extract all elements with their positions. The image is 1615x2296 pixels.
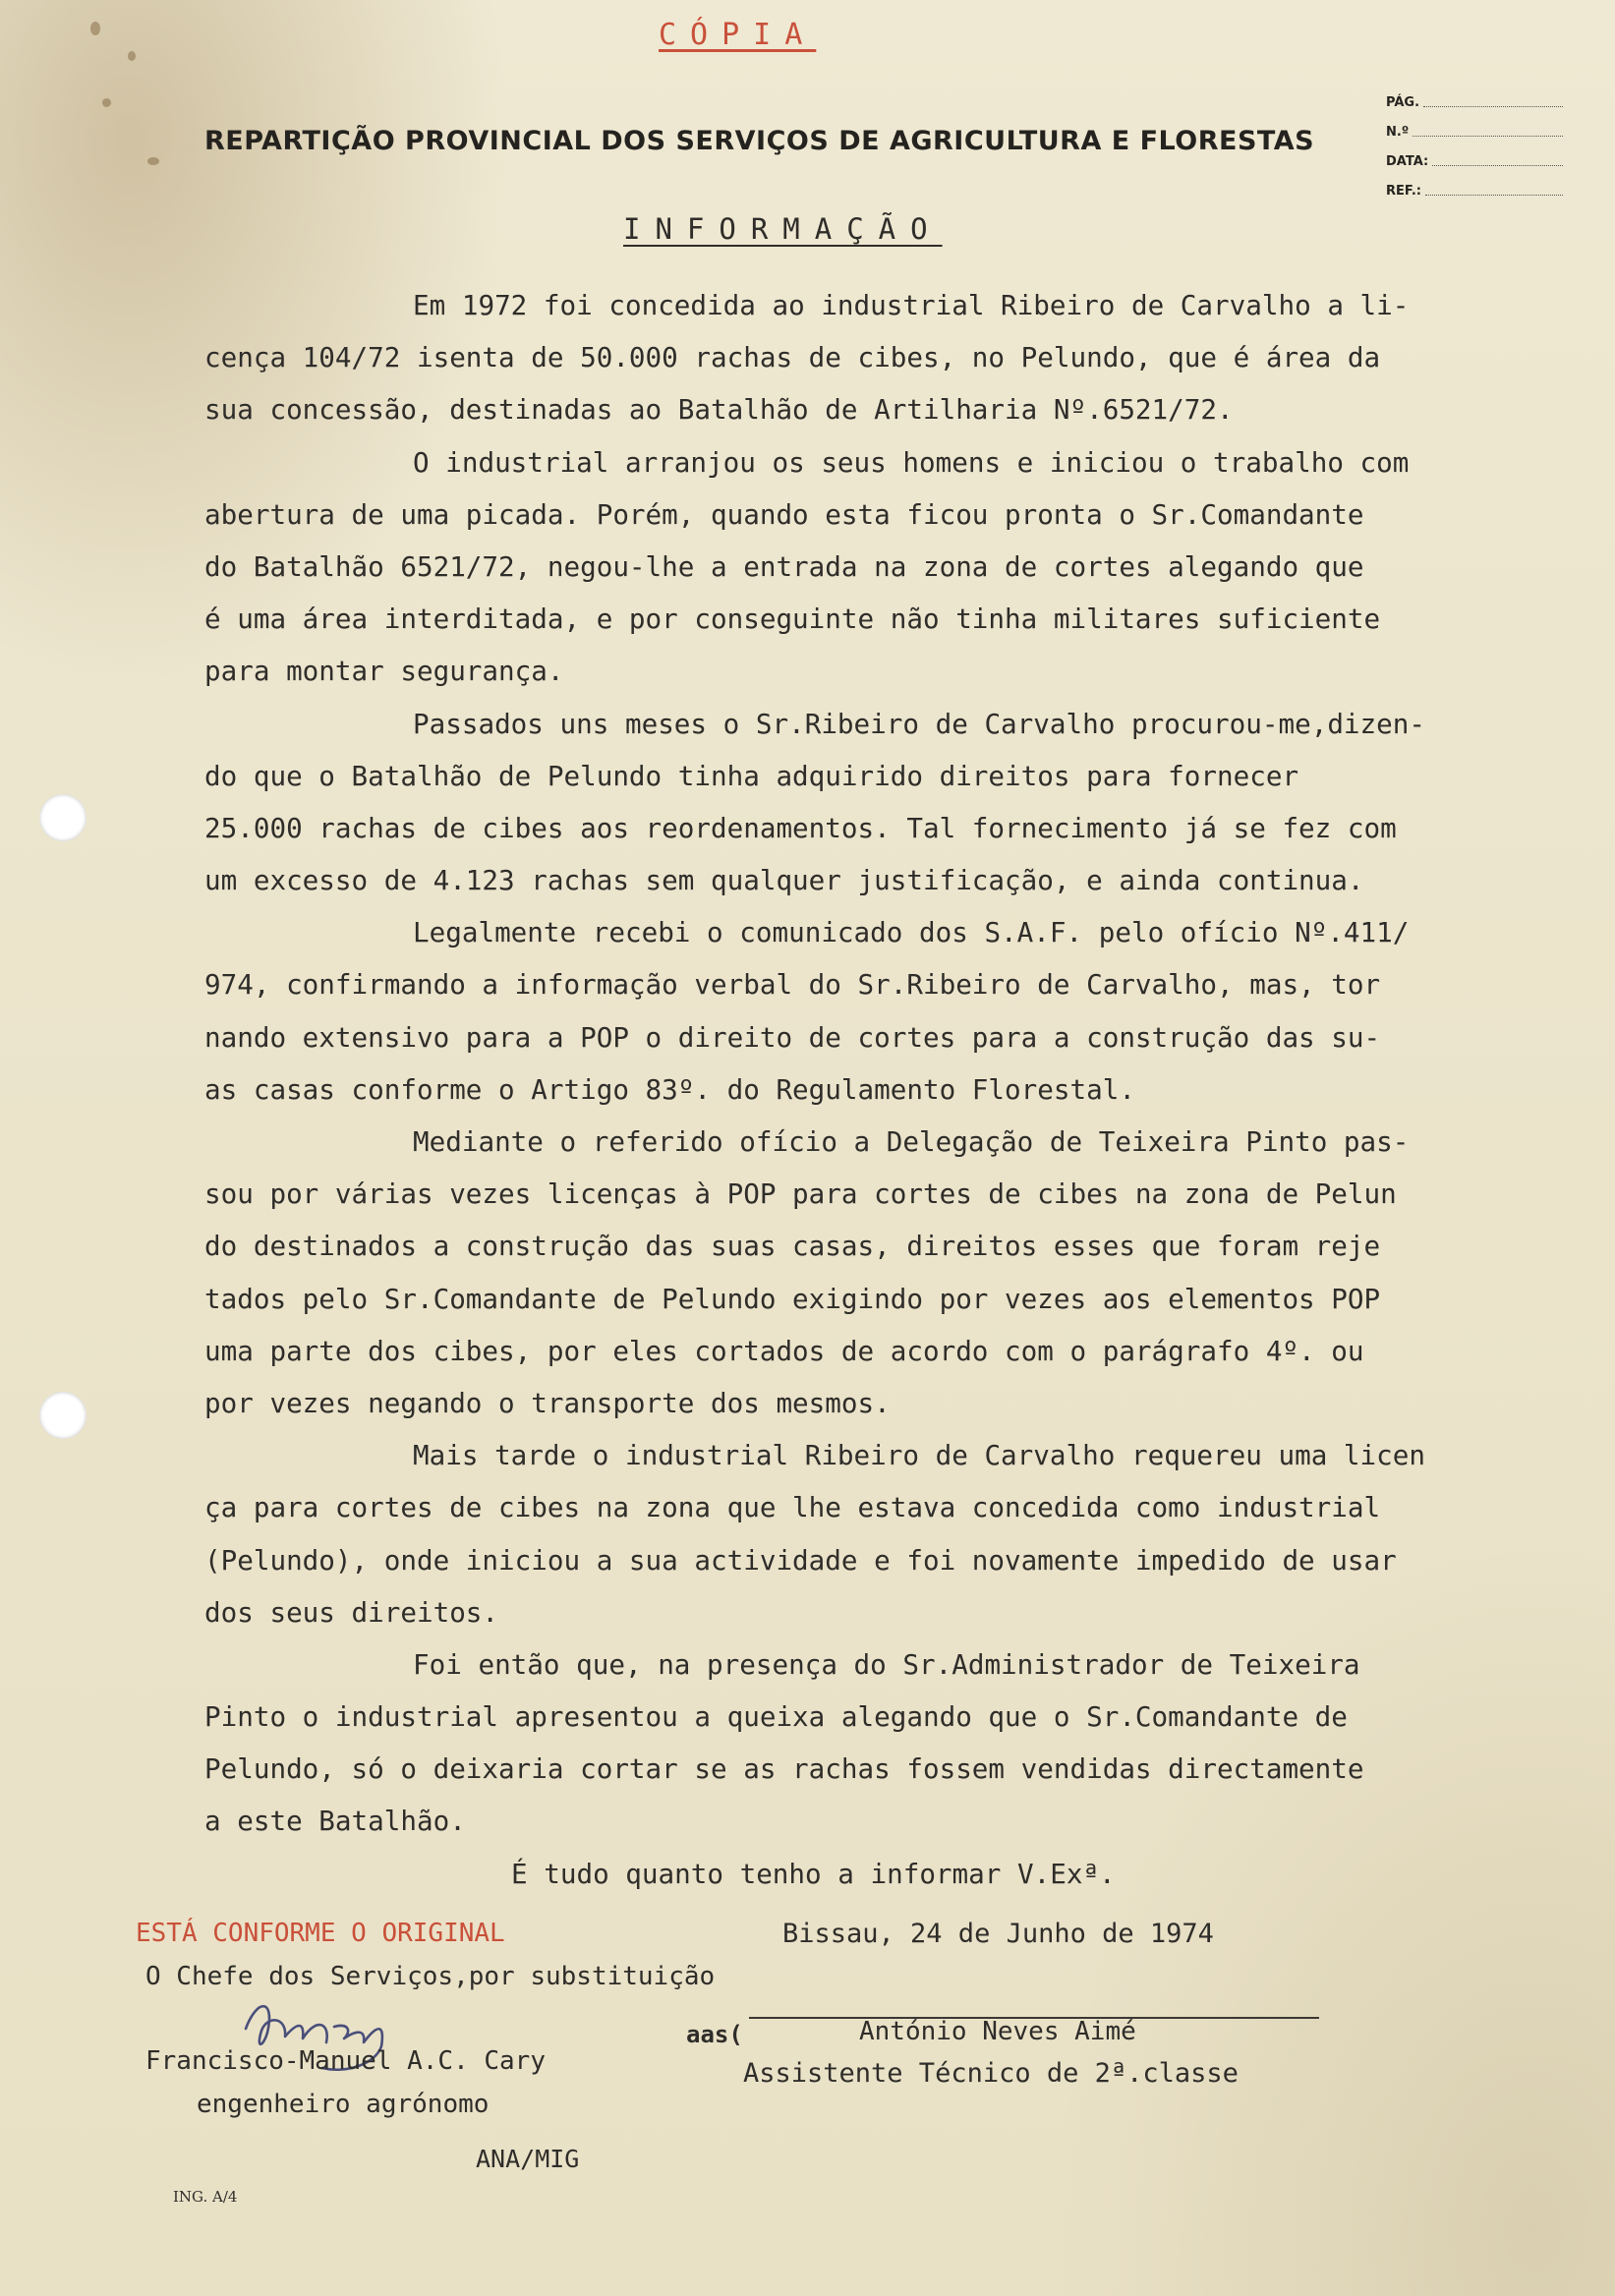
body-line: cença 104/72 isenta de 50.000 rachas de cibes, no Pelundo, que é área da [204,341,1381,374]
ref-dots [1432,165,1563,166]
body-line: (Pelundo), onde iniciou a sua actividade e foi novamente impedido de usar [204,1543,1397,1577]
body-line: Em 1972 foi concedida ao industrial Ribeiro de Carvalho a li- [413,289,1410,321]
body-line: sou por várias vezes licenças à POP para cortes de cibes na zona de Pelun [204,1177,1397,1211]
department-title: REPARTIÇÃO PROVINCIAL DOS SERVIÇOS DE AGRICULTURA E FLORESTAS [204,126,1315,156]
body-line: a este Batalhão. [204,1805,466,1838]
body-line: Pelundo, só o deixaria cortar se as rachas fossem vendidas directamente [204,1752,1364,1786]
place-date: Bissau, 24 de Junho de 1974 [782,1919,1214,1949]
body-line: dos seus direitos. [204,1595,499,1629]
document-body [204,279,1585,1900]
body-line: do Batalhão 6521/72, negou-lhe a entrada na zona de cortes alegando que [204,549,1364,583]
ref-dots [1425,195,1563,196]
ref-label-number: N.º [1386,125,1410,140]
ref-row-number [1386,110,1563,140]
ref-label-date: DATA: [1386,154,1429,169]
body-line: é uma área interditada, e por conseguinte não tinha militares suficiente [204,603,1381,636]
cary-name: Francisco-Manuel A.C. Cary [145,2046,546,2076]
ref-dots [1423,106,1563,107]
initials-code: ANA/MIG [476,2145,580,2173]
punch-hole-top [39,794,87,841]
body-line: É tudo quanto tenho a informar V.Exª. [511,1857,1116,1890]
body-line: O industrial arranjou os seus homens e iniciou o trabalho com [413,445,1410,479]
ref-label-page: PÁG. [1386,95,1420,110]
body-line: ça para cortes de cibes na zona que lhe estava concedida como industrial [204,1491,1381,1524]
body-line: uma parte dos cibes, por eles cortados de acordo com o parágrafo 4º. ou [204,1334,1364,1367]
body-line: do que o Batalhão de Pelundo tinha adquirido direitos para fornecer [204,759,1299,792]
ref-row-page [1386,81,1563,110]
ref-dots [1413,136,1563,137]
chefe-line: O Chefe dos Serviços,por substituição [145,1962,716,1991]
body-line: Pinto o industrial apresentou a queixa alegando que o Sr.Comandante de [204,1700,1348,1734]
form-code: ING. A/4 [173,2188,238,2206]
body-line: tados pelo Sr.Comandante de Pelundo exigindo por vezes aos elementos POP [204,1282,1381,1315]
aas-mark: aas( [686,2021,743,2048]
ref-row-ref [1386,169,1563,199]
body-line: um excesso de 4.123 rachas sem qualquer justificação, e ainda continua. [204,864,1364,897]
body-line: 25.000 rachas de cibes aos reordenamentos. Tal fornecimento já se fez com [204,811,1397,844]
stain-mark [90,22,100,35]
reference-box [1386,81,1563,199]
stain-mark [102,98,111,107]
body-line: sua concessão, destinadas ao Batalhão de Artilharia Nº.6521/72. [204,393,1234,427]
document-title: INFORMAÇÃO [623,212,943,246]
body-line: Foi então que, na presença do Sr.Administrador de Teixeira [413,1647,1360,1681]
body-line: 974, confirmando a informação verbal do Sr.Ribeiro de Carvalho, mas, tor [204,968,1381,1002]
body-line: por vezes negando o transporte dos mesmos. [204,1386,891,1419]
ref-label-ref: REF.: [1386,184,1421,199]
copia-stamp: CÓPIA [659,18,817,52]
punch-hole-bottom [39,1392,87,1439]
body-line: as casas conforme o Artigo 83º. do Regulamento Florestal. [204,1072,1135,1106]
cary-title: engenheiro agrónomo [197,2090,490,2119]
stain-mark [147,157,159,165]
aime-name: António Neves Aimé [859,2017,1136,2046]
body-line: para montar segurança. [204,655,564,688]
body-line: nando extensivo para a POP o direito de cortes para a construção das su- [204,1020,1381,1054]
body-line: do destinados a construção das suas casas, direitos esses que foram reje [204,1230,1381,1263]
body-line: Passados uns meses o Sr.Ribeiro de Carvalho procurou-me,dizen- [413,707,1425,740]
ref-row-date [1386,140,1563,169]
aime-title: Assistente Técnico de 2ª.classe [743,2058,1239,2089]
body-line: Mais tarde o industrial Ribeiro de Carvalho requereu uma licen [413,1439,1425,1472]
stain-mark [128,51,136,61]
body-line: abertura de uma picada. Porém, quando esta ficou pronta o Sr.Comandante [204,497,1364,531]
body-line: Legalmente recebi o comunicado dos S.A.F. pelo ofício Nº.411/ [413,916,1410,949]
conforme-stamp: ESTÁ CONFORME O ORIGINAL [136,1919,505,1948]
body-line: Mediante o referido ofício a Delegação de Teixeira Pinto pas- [413,1125,1410,1158]
